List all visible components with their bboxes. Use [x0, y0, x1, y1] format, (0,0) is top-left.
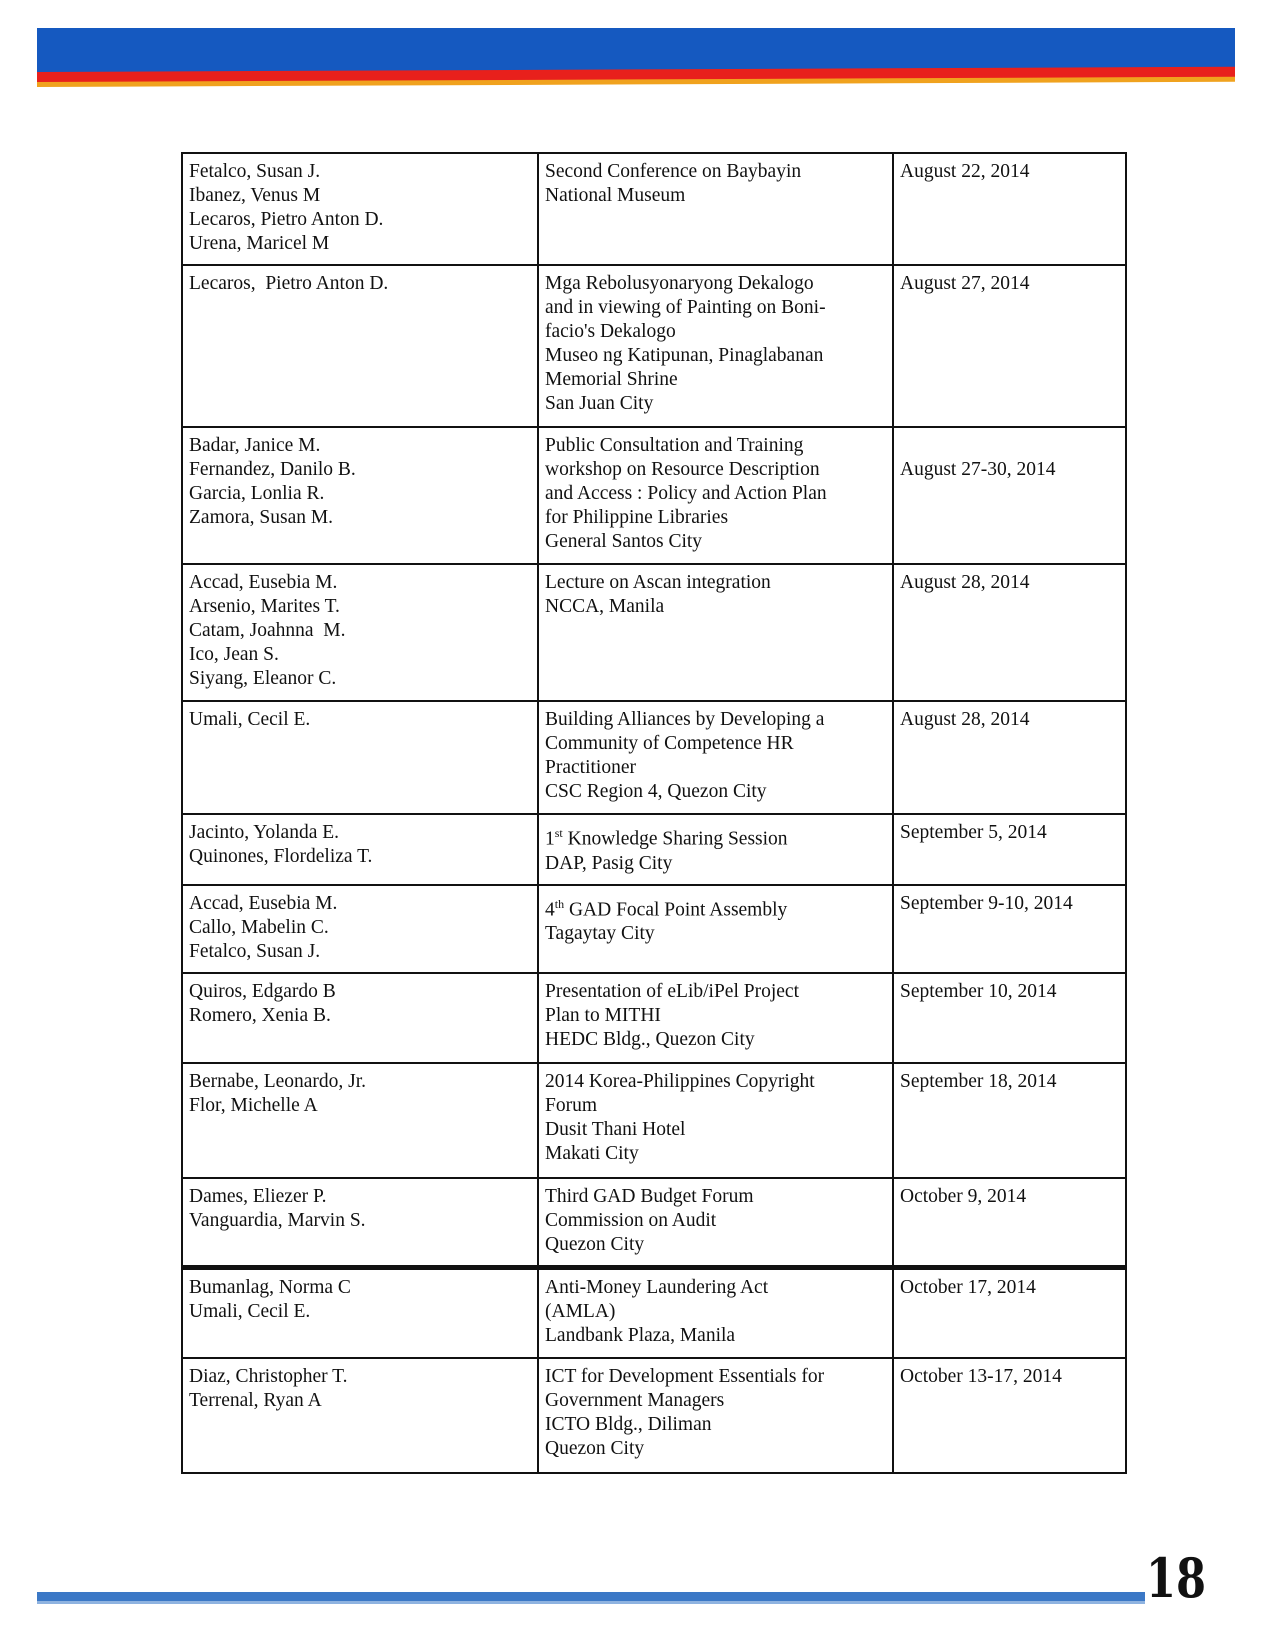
- date-cell: [893, 885, 1126, 973]
- event-line: for Philippine Libraries: [545, 507, 729, 528]
- participant-name: Fetalco, Susan J.: [189, 161, 321, 182]
- participants-cell: [182, 153, 538, 265]
- event-line: Landbank Plaza, Manila: [545, 1325, 736, 1346]
- participant-name: Fernandez, Danilo B.: [189, 459, 356, 480]
- participant-name: Vanguardia, Marvin S.: [189, 1209, 366, 1231]
- event-line: Plan to MITHI: [545, 1004, 661, 1026]
- event-cell: [538, 1178, 893, 1268]
- participants-cell: [182, 265, 538, 427]
- event-line: workshop on Resource Description: [545, 459, 820, 480]
- event-cell: [538, 564, 893, 701]
- participant-name: Umali, Cecil E.: [189, 709, 311, 730]
- participant-name: Badar, Janice M.: [189, 435, 321, 456]
- participant-name: Dames, Eliezer P.: [189, 1185, 327, 1207]
- participant-name: Jacinto, Yolanda E.: [189, 822, 340, 843]
- event-cell: [538, 885, 893, 973]
- participant-name: Romero, Xenia B.: [189, 1004, 331, 1026]
- event-line: San Juan City: [545, 393, 654, 414]
- participant-name: Umali, Cecil E.: [189, 1301, 311, 1322]
- event-date: October 13-17, 2014: [900, 1365, 1062, 1387]
- participant-name: Quinones, Flordeliza T.: [189, 846, 373, 867]
- event-line: Lecture on Ascan integration: [545, 572, 771, 593]
- table-row: [182, 701, 1126, 814]
- event-cell: [538, 153, 893, 265]
- date-cell: [893, 427, 1126, 564]
- event-line: DAP, Pasig City: [545, 852, 673, 874]
- participants-cell: [182, 427, 538, 564]
- participant-name: Ibanez, Venus M: [189, 185, 321, 206]
- event-line: Community of Competence HR: [545, 733, 794, 754]
- participants-cell: [182, 885, 538, 973]
- participants-cell: [182, 564, 538, 701]
- event-line: Forum: [545, 1094, 598, 1116]
- participants-cell: [182, 1358, 538, 1473]
- event-date: August 28, 2014: [900, 572, 1030, 593]
- table-row: [182, 814, 1126, 885]
- table-row: [182, 1063, 1126, 1178]
- date-cell: [893, 701, 1126, 814]
- event-line: Anti-Money Laundering Act: [545, 1277, 769, 1298]
- training-attendance-table: [181, 152, 1127, 1474]
- participant-name: Bumanlag, Norma C: [189, 1277, 351, 1298]
- event-cell: [538, 265, 893, 427]
- event-line: ICTO Bldg., Diliman: [545, 1413, 712, 1435]
- participants-cell: [182, 814, 538, 885]
- participants-cell: [182, 1063, 538, 1178]
- participants-cell: [182, 1268, 538, 1358]
- event-line: Mga Rebolusyonaryong Dekalogo: [545, 273, 814, 294]
- participant-name: Garcia, Lonlia R.: [189, 483, 325, 504]
- table-row: [182, 1358, 1126, 1473]
- event-line: 2014 Korea-Philippines Copyright: [545, 1070, 815, 1092]
- participant-name: Lecaros, Pietro Anton D.: [189, 273, 389, 294]
- participant-name: Quiros, Edgardo B: [189, 980, 336, 1002]
- participant-name: Urena, Maricel M: [189, 233, 330, 254]
- participant-name: Arsenio, Marites T.: [189, 596, 340, 617]
- participant-name: Accad, Eusebia M.: [189, 892, 338, 914]
- event-date: October 9, 2014: [900, 1185, 1027, 1207]
- event-line: HEDC Bldg., Quezon City: [545, 1028, 755, 1050]
- event-cell: [538, 973, 893, 1063]
- participants-cell: [182, 701, 538, 814]
- footer-bar-accent: [37, 1601, 1145, 1604]
- event-cell: [538, 701, 893, 814]
- event-date: September 5, 2014: [900, 822, 1047, 843]
- participant-name: Flor, Michelle A: [189, 1094, 318, 1116]
- event-line: Commission on Audit: [545, 1209, 717, 1231]
- page-number: 18: [1146, 1546, 1207, 1610]
- ordinal-number: 1: [545, 828, 555, 850]
- participant-name: Fetalco, Susan J.: [189, 940, 321, 962]
- table-row: [182, 1268, 1126, 1358]
- event-line: Dusit Thani Hotel: [545, 1118, 686, 1140]
- participant-name: Ico, Jean S.: [189, 644, 279, 665]
- table-row: [182, 564, 1126, 701]
- event-line: Quezon City: [545, 1233, 645, 1255]
- event-date: September 9-10, 2014: [900, 892, 1073, 914]
- event-date: October 17, 2014: [900, 1277, 1036, 1298]
- participant-name: Terrenal, Ryan A: [189, 1389, 322, 1411]
- event-line: CSC Region 4, Quezon City: [545, 781, 767, 802]
- event-line: [545, 892, 886, 923]
- date-cell: [893, 973, 1126, 1063]
- event-line: Tagaytay City: [545, 923, 655, 944]
- event-line: Public Consultation and Training: [545, 435, 804, 456]
- event-date: August 22, 2014: [900, 161, 1030, 182]
- event-line: Presentation of eLib/iPel Project: [545, 980, 799, 1002]
- event-cell: [538, 1063, 893, 1178]
- event-date: August 27, 2014: [900, 273, 1030, 294]
- participant-name: Zamora, Susan M.: [189, 507, 334, 528]
- event-cell: [538, 1358, 893, 1473]
- event-line: Museo ng Katipunan, Pinaglabanan: [545, 345, 824, 366]
- date-cell: [893, 1358, 1126, 1473]
- event-line: facio's Dekalogo: [545, 321, 676, 342]
- event-title: GAD Focal Point Assembly: [564, 899, 788, 920]
- header-banner: [37, 28, 1235, 90]
- event-line: (AMLA): [545, 1301, 616, 1322]
- event-title: Knowledge Sharing Session: [562, 828, 788, 850]
- date-cell: [893, 153, 1126, 265]
- event-cell: [538, 427, 893, 564]
- table-row: [182, 153, 1126, 265]
- table-row: [182, 265, 1126, 427]
- participant-name: Bernabe, Leonardo, Jr.: [189, 1070, 367, 1092]
- event-date: September 18, 2014: [900, 1070, 1057, 1092]
- footer-bar: [37, 1592, 1145, 1601]
- table-row: [182, 427, 1126, 564]
- event-line: Government Managers: [545, 1389, 725, 1411]
- participant-name: Callo, Mabelin C.: [189, 916, 329, 938]
- event-line: Makati City: [545, 1142, 639, 1164]
- event-line: General Santos City: [545, 531, 703, 552]
- event-line: Memorial Shrine: [545, 369, 678, 390]
- table-row: [182, 973, 1126, 1063]
- ordinal-suffix: st: [554, 826, 563, 840]
- event-cell: [538, 814, 893, 885]
- event-line: and Access : Policy and Action Plan: [545, 483, 827, 504]
- event-line: NCCA, Manila: [545, 596, 665, 617]
- event-line: Second Conference on Baybayin: [545, 161, 802, 182]
- ordinal-suffix: th: [554, 896, 565, 911]
- event-date: August 28, 2014: [900, 709, 1030, 730]
- event-line: and in viewing of Painting on Boni-: [545, 297, 826, 318]
- event-line: National Museum: [545, 185, 686, 206]
- event-line: ICT for Development Essentials for: [545, 1365, 825, 1387]
- ordinal-number: 4: [545, 899, 555, 920]
- participants-cell: [182, 973, 538, 1063]
- event-date: August 27-30, 2014: [900, 459, 1056, 480]
- event-date: September 10, 2014: [900, 980, 1057, 1002]
- date-cell: [893, 1063, 1126, 1178]
- participant-name: Catam, Joahnna M.: [189, 620, 346, 641]
- event-line: Third GAD Budget Forum: [545, 1185, 754, 1207]
- event-line: Building Alliances by Developing a: [545, 709, 825, 730]
- event-line: Quezon City: [545, 1437, 645, 1459]
- participant-name: Accad, Eusebia M.: [189, 572, 338, 593]
- event-line: Practitioner: [545, 757, 636, 778]
- event-cell: [538, 1268, 893, 1358]
- participant-name: Lecaros, Pietro Anton D.: [189, 209, 384, 230]
- participant-name: Siyang, Eleanor C.: [189, 668, 337, 689]
- date-cell: [893, 265, 1126, 427]
- date-cell: [893, 814, 1126, 885]
- date-cell: [893, 564, 1126, 701]
- table-row: [182, 1178, 1126, 1268]
- participant-name: Diaz, Christopher T.: [189, 1365, 348, 1387]
- table-row: [182, 885, 1126, 973]
- participants-cell: [182, 1178, 538, 1268]
- event-line: [545, 821, 886, 852]
- date-cell: [893, 1178, 1126, 1268]
- date-cell: [893, 1268, 1126, 1358]
